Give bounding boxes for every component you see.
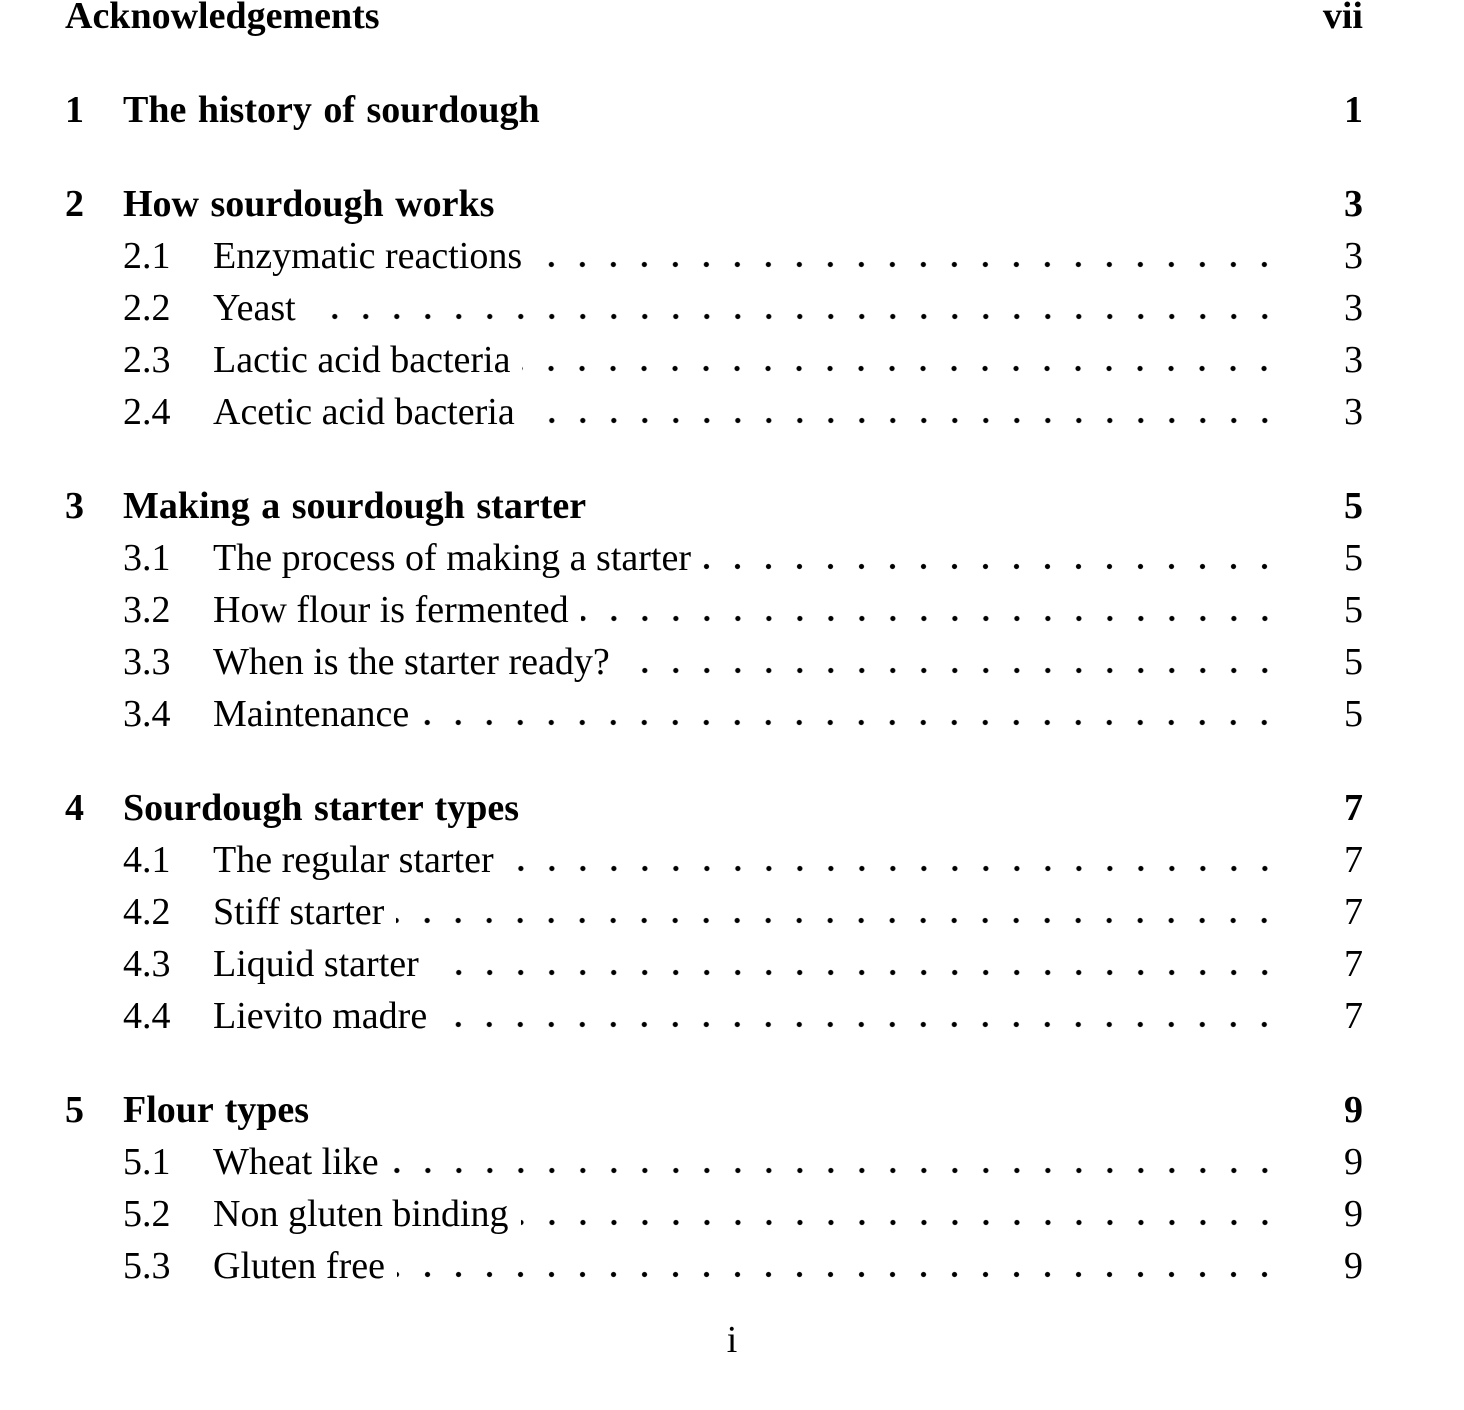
toc-entry-section	[65, 688, 1363, 740]
chapter-number: 5	[65, 1089, 84, 1131]
dot-leader	[421, 719, 1280, 726]
chapter-title: The history of sourdough	[123, 89, 540, 131]
section-number: 2.2	[123, 287, 171, 329]
dot-leader	[703, 563, 1280, 570]
chapter-number: 2	[65, 183, 84, 225]
section-number: 4.2	[123, 891, 171, 933]
section-number: 3.3	[123, 641, 171, 683]
toc-entry-section	[65, 1240, 1363, 1292]
toc-entry-frontmatter	[65, 0, 1363, 42]
toc-entry-section	[65, 584, 1363, 636]
page-footer	[0, 1320, 1464, 1360]
toc-entry-section	[65, 282, 1363, 334]
section-title: Lactic acid bacteria	[213, 339, 511, 381]
section-page: 5	[1344, 537, 1363, 579]
dot-leader	[521, 1219, 1280, 1226]
dot-leader	[527, 417, 1280, 424]
section-page: 7	[1344, 995, 1363, 1037]
section-title: When is the starter ready?	[213, 641, 610, 683]
toc-entry-section	[65, 990, 1363, 1042]
toc-entry-chapter	[65, 782, 1363, 834]
section-number: 3.4	[123, 693, 171, 735]
dot-leader	[506, 865, 1280, 872]
toc-entry-section	[65, 886, 1363, 938]
chapter-number: 3	[65, 485, 84, 527]
section-title: Enzymatic reactions	[213, 235, 523, 277]
toc-frontmatter-block	[65, 0, 1363, 42]
section-title: Yeast	[213, 287, 296, 329]
section-title: Gluten free	[213, 1245, 385, 1287]
toc-entry-section	[65, 938, 1363, 990]
section-number: 5.1	[123, 1141, 171, 1183]
frontmatter-page: vii	[1322, 0, 1363, 37]
section-title: How flour is fermented	[213, 589, 569, 631]
section-title: The regular starter	[213, 839, 494, 881]
chapter-page: 1	[1344, 89, 1363, 131]
section-title: Non gluten binding	[213, 1193, 509, 1235]
toc-entry-chapter	[65, 84, 1363, 136]
section-page: 7	[1344, 943, 1363, 985]
section-title: Acetic acid bacteria	[213, 391, 515, 433]
chapter-page: 9	[1344, 1089, 1363, 1131]
section-page: 3	[1344, 287, 1363, 329]
section-number: 2.4	[123, 391, 171, 433]
section-number: 4.3	[123, 943, 171, 985]
section-number: 2.1	[123, 235, 171, 277]
section-page: 3	[1344, 339, 1363, 381]
toc-entry-section	[65, 386, 1363, 438]
toc-chapter-block	[65, 480, 1363, 740]
section-number: 5.2	[123, 1193, 171, 1235]
dot-leader	[397, 1271, 1280, 1278]
toc-chapter-block	[65, 782, 1363, 1042]
section-page: 3	[1344, 391, 1363, 433]
section-page: 3	[1344, 235, 1363, 277]
toc-chapter-block	[65, 84, 1363, 136]
toc-entry-section	[65, 834, 1363, 886]
chapter-page: 7	[1344, 787, 1363, 829]
dot-leader	[522, 365, 1280, 372]
section-page: 9	[1344, 1141, 1363, 1183]
section-page: 5	[1344, 589, 1363, 631]
toc-entry-section	[65, 636, 1363, 688]
section-page: 5	[1344, 641, 1363, 683]
page-footer-number: i	[726, 1319, 738, 1361]
frontmatter-title: Acknowledgements	[65, 0, 380, 37]
section-number: 3.1	[123, 537, 171, 579]
dot-leader	[391, 1167, 1280, 1174]
section-title: Stiff starter	[213, 891, 385, 933]
section-number: 4.1	[123, 839, 171, 881]
chapter-number: 4	[65, 787, 84, 829]
toc-entry-section	[65, 1188, 1363, 1240]
section-title: Maintenance	[213, 693, 410, 735]
dot-leader	[581, 615, 1280, 622]
section-page: 7	[1344, 891, 1363, 933]
toc-chapter-block	[65, 1084, 1363, 1292]
toc-entry-section	[65, 532, 1363, 584]
chapter-title: Flour types	[123, 1089, 310, 1131]
toc-entry-chapter	[65, 178, 1363, 230]
dot-leader	[396, 917, 1280, 924]
section-title: Wheat like	[213, 1141, 379, 1183]
toc-entry-section	[65, 230, 1363, 282]
section-number: 3.2	[123, 589, 171, 631]
section-number: 4.4	[123, 995, 171, 1037]
section-title: Liquid starter	[213, 943, 419, 985]
chapter-page: 5	[1344, 485, 1363, 527]
section-title: Lievito madre	[213, 995, 428, 1037]
chapter-page: 3	[1344, 183, 1363, 225]
section-number: 2.3	[123, 339, 171, 381]
section-page: 9	[1344, 1193, 1363, 1235]
toc-entry-section	[65, 334, 1363, 386]
section-page: 7	[1344, 839, 1363, 881]
section-page: 5	[1344, 693, 1363, 735]
chapter-title: Making a sourdough starter	[123, 485, 587, 527]
section-number: 5.3	[123, 1245, 171, 1287]
toc-entry-section	[65, 1136, 1363, 1188]
chapter-number: 1	[65, 89, 84, 131]
dot-leader	[622, 667, 1280, 674]
toc-chapter-block	[65, 178, 1363, 438]
dot-leader	[431, 969, 1280, 976]
toc-entry-chapter	[65, 480, 1363, 532]
dot-leader	[439, 1021, 1280, 1028]
section-title: The process of making a starter	[213, 537, 691, 579]
section-page: 9	[1344, 1245, 1363, 1287]
dot-leader	[308, 313, 1280, 320]
dot-leader	[534, 261, 1280, 268]
chapter-title: Sourdough starter types	[123, 787, 519, 829]
toc-entry-chapter	[65, 1084, 1363, 1136]
chapter-title: How sourdough works	[123, 183, 495, 225]
